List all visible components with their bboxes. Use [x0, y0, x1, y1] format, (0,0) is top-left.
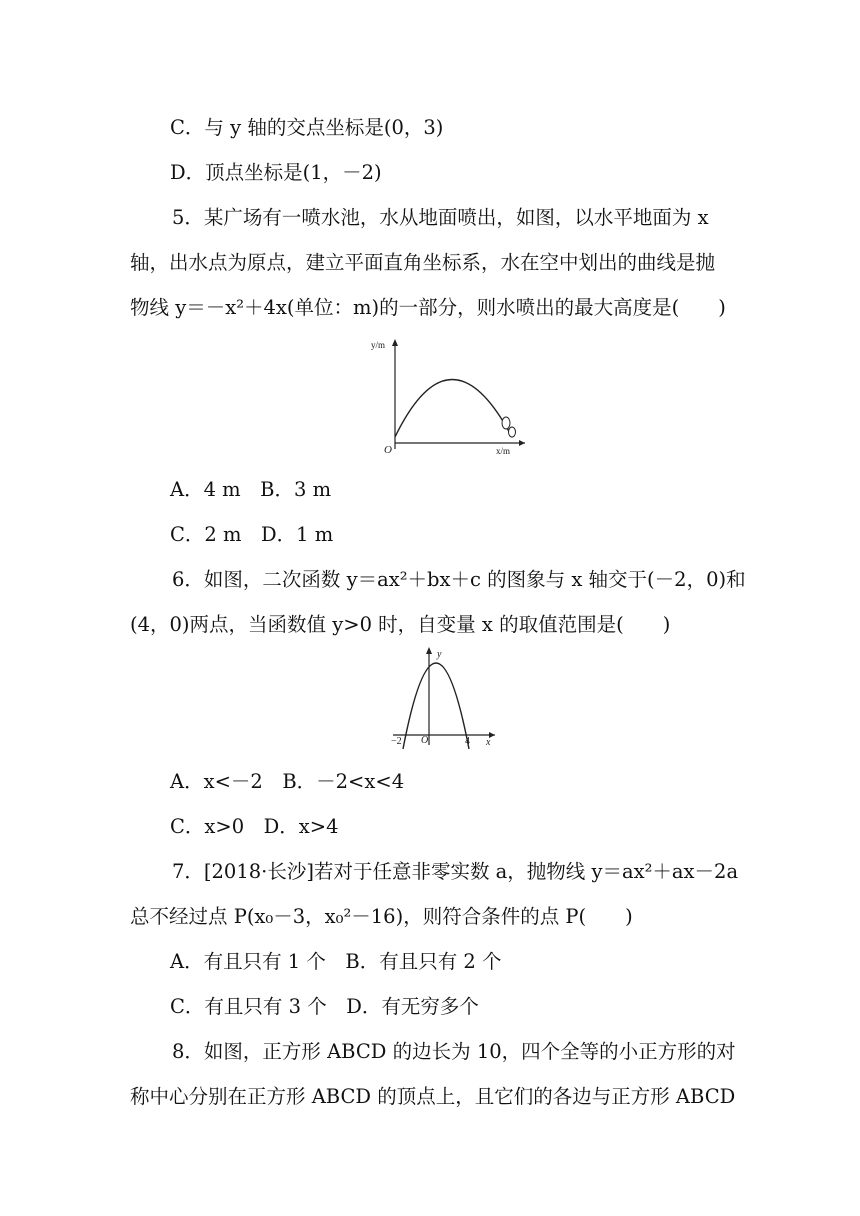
water-parabola	[395, 380, 512, 438]
question-6-line-1: 6．如图，二次函数 y＝ax²＋bx＋c 的图象与 x 轴交于(－2，0)和	[172, 568, 746, 591]
fig1-origin-label: O	[384, 444, 392, 456]
fig2-y-label: y	[437, 649, 442, 660]
question-7-line-1: 7．[2018·长沙]若对于任意非零实数 a，抛物线 y＝ax²＋ax－2a	[172, 860, 739, 883]
question-6-line-2: (4，0)两点，当函数值 y>0 时，自变量 x 的取值范围是( )	[130, 613, 671, 636]
question-8-line-2: 称中心分别在正方形 ABCD 的顶点上，且它们的各边与正方形 ABCD	[130, 1085, 736, 1108]
quadratic-graph-figure	[385, 645, 500, 755]
fig2-x-label: x	[486, 737, 491, 748]
question-7-line-2: 总不经过点 P(x₀－3，x₀²－16)，则符合条件的点 P( )	[130, 905, 633, 928]
fig1-x-label: x/m	[496, 446, 511, 456]
option-6-cd: C．x>0 D．x>4	[170, 815, 339, 838]
fig2-tick-minus-2: −2	[391, 736, 402, 747]
question-5-line-3: 物线 y＝－x²＋4x(单位：m)的一部分，则水喷出的最大高度是( )	[130, 296, 726, 319]
option-d-prev: D．顶点坐标是(1，－2)	[170, 161, 382, 184]
fig1-y-label: y/m	[371, 340, 386, 350]
fountain-parabola-figure	[360, 335, 530, 460]
y-axis-arrow	[392, 339, 398, 346]
parabola-curve	[403, 663, 469, 749]
option-5-ab: A．4 m B．3 m	[170, 478, 332, 501]
water-drop	[509, 427, 516, 437]
y-axis-arrow	[426, 647, 432, 654]
option-5-cd: C．2 m D．1 m	[170, 523, 334, 546]
option-6-ab: A．x<－2 B．－2<x<4	[170, 770, 405, 793]
fig2-tick-4: 4	[465, 736, 470, 747]
question-5-line-2: 轴，出水点为原点，建立平面直角坐标系，水在空中划出的曲线是抛	[130, 251, 716, 274]
option-7-ab: A．有且只有 1 个 B．有且只有 2 个	[170, 950, 502, 973]
question-8-line-1: 8．如图，正方形 ABCD 的边长为 10，四个全等的小正方形的对	[172, 1040, 736, 1063]
option-5c-prev: C．与 y 轴的交点坐标是(0，3)	[170, 116, 444, 139]
water-drop	[502, 417, 510, 429]
option-7-cd: C．有且只有 3 个 D．有无穷多个	[170, 995, 479, 1018]
fig2-origin-label: O	[421, 735, 429, 746]
x-axis-arrow	[519, 440, 525, 446]
question-5-line-1: 5．某广场有一喷水池，水从地面喷出，如图，以水平地面为 x	[172, 206, 709, 229]
